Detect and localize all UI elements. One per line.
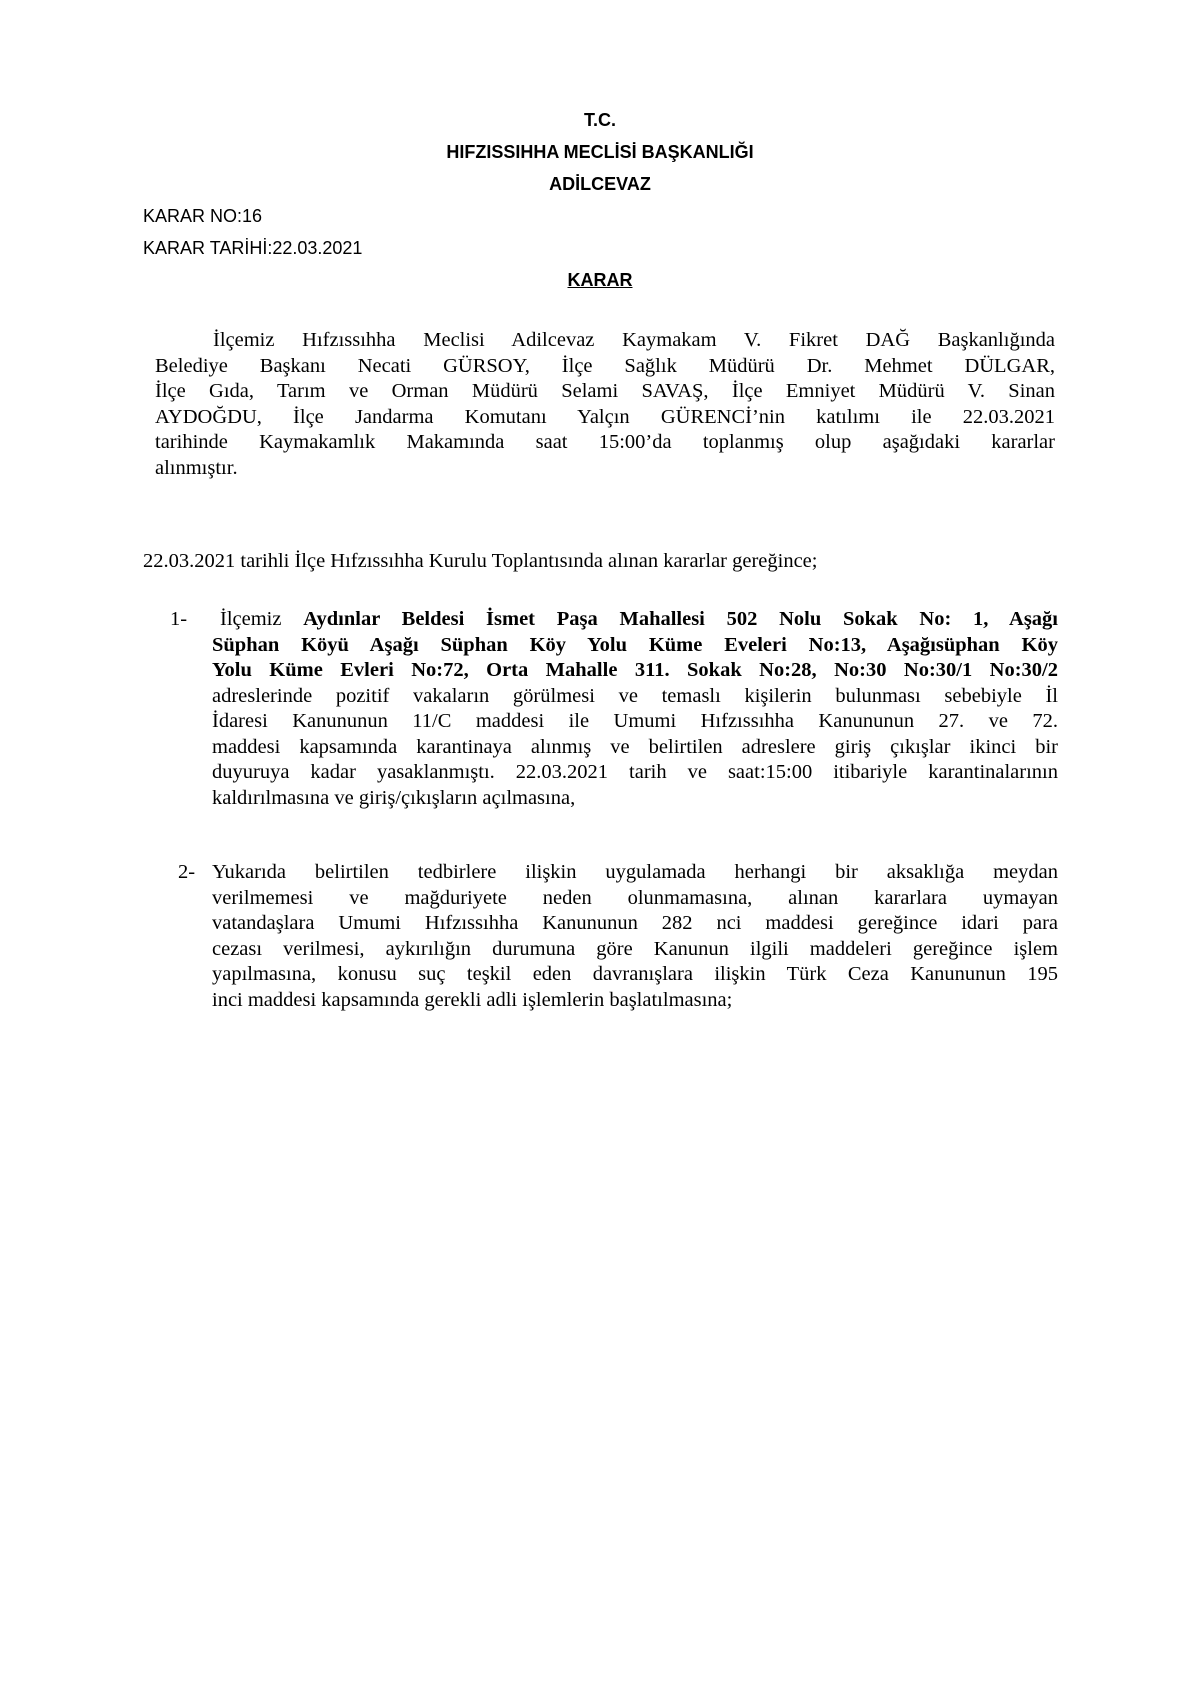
context-sentence: 22.03.2021 tarihli İlçe Hıfzıssıhha Kurulu Toplantısında alınan kararlar gereğince; (143, 550, 818, 572)
item-line: duyuruya kadar yasaklanmıştı. 22.03.2021 tarih ve saat:15:00 itibariyle karantinalarının (212, 761, 1058, 783)
item-number: 2- (178, 861, 196, 883)
address-text: Aydınlar Beldesi İsmet Paşa Mahallesi 502 Nolu Sokak No: 1, Aşağı (303, 608, 1058, 630)
item-line: yapılmasına, konusu suç teşkil eden davranışlara ilişkin Türk Ceza Kanununun 195 (212, 963, 1058, 985)
item-lead: İlçemiz (220, 608, 282, 630)
item-line: adreslerinde pozitif vakaların görülmesi ve temaslı kişilerin bulunması sebebiyle İl (212, 684, 1058, 707)
decision-date: KARAR TARİHİ:22.03.2021 (143, 238, 363, 258)
decision-number: KARAR NO:16 (143, 206, 263, 226)
header-organization: HIFZISSIHHA MECLİSİ BAŞKANLIĞI (446, 142, 754, 162)
item-line: verilmemesi ve mağduriyete neden olunmamasına, alınan kararlara uymayan (212, 886, 1058, 909)
intro-paragraph (155, 328, 1055, 481)
item-number: 1- (170, 608, 188, 630)
intro-line: İlçe Gıda, Tarım ve Orman Müdürü Selami SAVAŞ, İlçe Emniyet Müdürü V. Sinan (155, 380, 1055, 402)
item-line: maddesi kapsamında karantinaya alınmış ve belirtilen adreslere giriş çıkışlar ikinci bir (212, 735, 1058, 758)
intro-line: alınmıştır. (155, 456, 238, 479)
intro-line: Belediye Başkanı Necati GÜRSOY, İlçe Sağlık Müdürü Dr. Mehmet DÜLGAR, (155, 354, 1055, 377)
intro-line: tarihinde Kaymakamlık Makamında saat 15:00’da toplanmış olup aşağıdaki kararlar (155, 431, 1055, 453)
intro-line: İlçemiz Hıfzıssıhha Meclisi Adilcevaz Kaymakam V. Fikret DAĞ Başkanlığında (213, 329, 1055, 351)
address-text: Yolu Küme Evleri No:72, Orta Mahalle 311. Sokak No:28, No:30 No:30/1 No:30/2 (212, 659, 1058, 681)
item-line: kaldırılmasına ve giriş/çıkışların açılmasına, (212, 786, 576, 809)
address-text: Süphan Köyü Aşağı Süphan Köy Yolu Küme Eveleri No:13, Aşağısüphan Köy (212, 633, 1058, 656)
document-title: KARAR (567, 270, 633, 290)
item-line: İdaresi Kanununun 11/C maddesi ile Umumi Hıfzıssıhha Kanununun 27. ve 72. (212, 710, 1058, 732)
intro-line: AYDOĞDU, İlçe Jandarma Komutanı Yalçın GÜRENCİ’nin katılımı ile 22.03.2021 (155, 405, 1055, 428)
item-line (212, 607, 1058, 633)
item-line: vatandaşlara Umumi Hıfzıssıhha Kanununun 282 nci maddesi gereğince idari para (212, 912, 1058, 934)
header-place: ADİLCEVAZ (549, 174, 651, 194)
item-body (212, 860, 1058, 1013)
item-line: cezası verilmesi, aykırılığın durumuna göre Kanunun ilgili maddeleri gereğince işlem (212, 937, 1058, 960)
item-line: Yukarıda belirtilen tedbirlere ilişkin uygulamada herhangi bir aksaklığa meydan (212, 861, 1058, 883)
item-line: inci maddesi kapsamında gerekli adli işlemlerin başlatılmasına; (212, 988, 733, 1011)
item-body (212, 607, 1058, 811)
header-tc: T.C. (583, 110, 616, 130)
